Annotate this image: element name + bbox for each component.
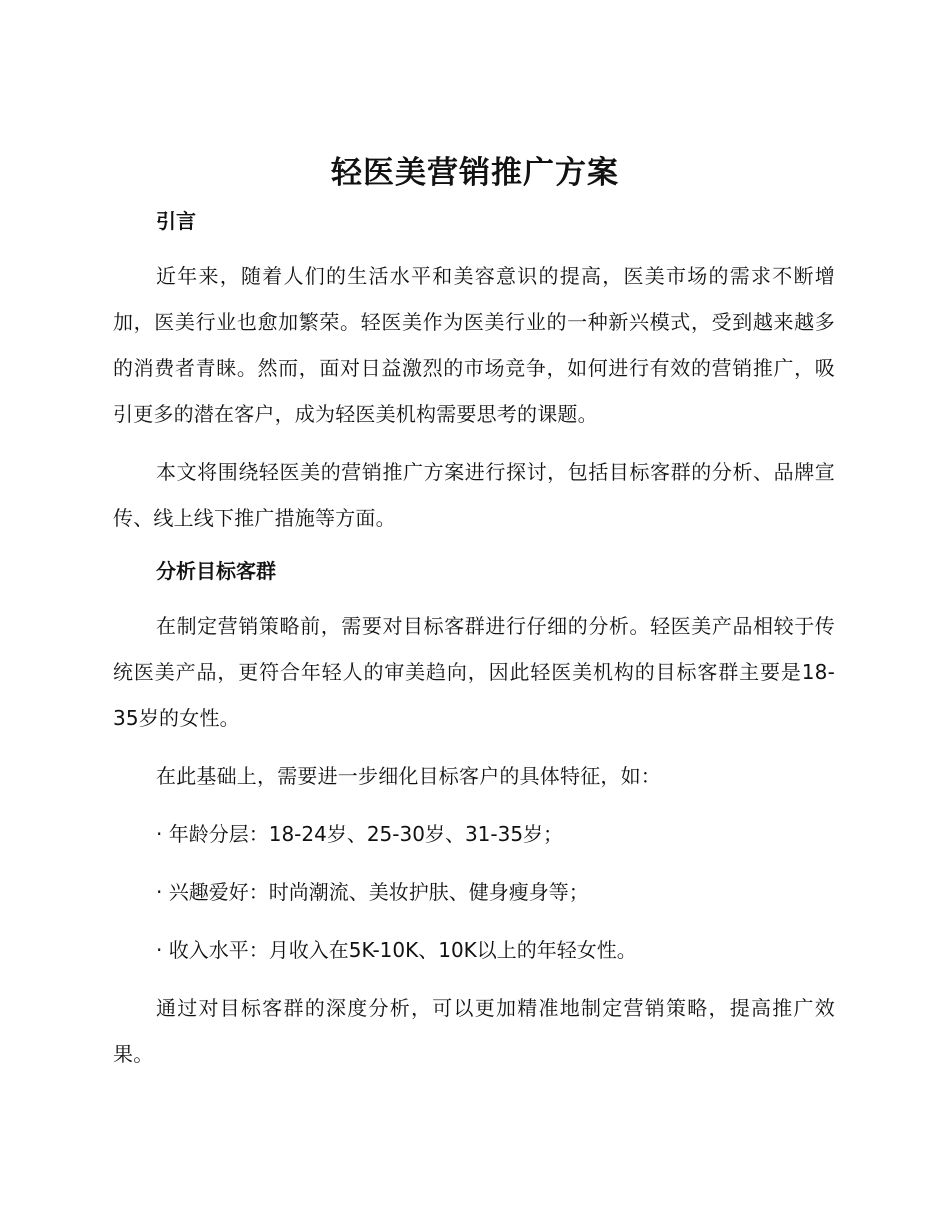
- document-title: 轻医美营销推广方案: [331, 155, 619, 191]
- section-heading-intro: 引言: [156, 209, 196, 233]
- audience-paragraph-1: 在制定营销策略前，需要对目标客群进行仔细的分析。轻医美产品相较于传统医美产品，更符合年轻人的审美趋向，因此轻医美机构的目标客群主要是18-35岁的女性。: [113, 614, 835, 730]
- intro-paragraph-1: 近年来，随着人们的生活水平和美容意识的提高，医美市场的需求不断增加，医美行业也愈加繁荣。轻医美作为医美行业的一种新兴模式，受到越来越多的消费者青睐。然而，面对日益激烈的市场竞争，如何进行有效的营销推广，吸引更多的潜在客户，成为轻医美机构需要思考的课题。: [113, 264, 835, 426]
- intro-paragraph-2: 本文将围绕轻医美的营销推广方案进行探讨，包括目标客群的分析、品牌宣传、线上线下推广措施等方面。: [113, 460, 835, 530]
- section-heading-target-audience: 分析目标客群: [156, 559, 276, 583]
- audience-paragraph-2: 在此基础上，需要进一步细化目标客户的具体特征，如：: [156, 764, 661, 788]
- bullet-income: · 收入水平：月收入在5K-10K、10K以上的年轻女性。: [156, 938, 637, 962]
- document-body: [113, 203, 835, 1077]
- audience-closing-paragraph: 通过对目标客群的深度分析，可以更加精准地制定营销策略，提高推广效果。: [113, 996, 835, 1066]
- bullet-age: · 年龄分层：18-24岁、25-30岁、31-35岁；: [156, 822, 564, 846]
- bullet-interests: · 兴趣爱好：时尚潮流、美妆护肤、健身瘦身等；: [156, 880, 589, 904]
